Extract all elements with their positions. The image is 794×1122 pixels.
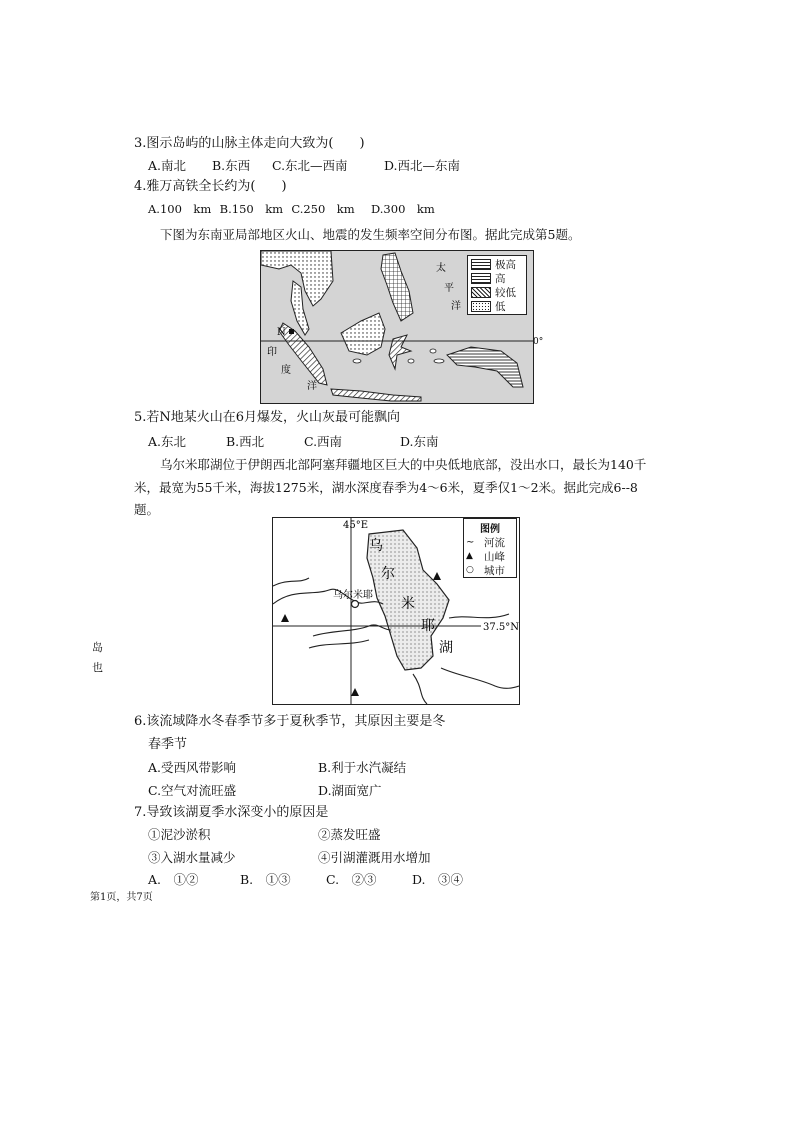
legend-river: 河流 [484,536,505,549]
q4-option-a: A.100 km [148,202,212,216]
margin-char-a: 岛 [92,641,103,654]
q5-option-b: B.西北 [225,434,265,449]
intro-q6-line2: 米，最宽为55千米，海拔1275米，湖水深度春季为4～6米，夏季仅1～2米。据此完成6--8 [134,480,638,495]
q3-options [148,158,460,174]
q3-option-c: C.东北—西南 [271,158,348,173]
intro-q5: 下图为东南亚局部地区火山、地震的发生频率空间分布图。据此完成第5题。 [160,227,581,242]
q4-option-b: B.150 km [219,202,284,216]
label-pacific-2: 平 [444,283,454,294]
q4-stem: 4.雅万高铁全长约为( ) [134,179,287,194]
q5-stem: 5.若N地某火山在6月爆发，火山灰最可能飘向 [134,410,401,425]
q7-options [148,872,463,888]
margin-char-b: 也 [92,661,103,674]
q5-option-c: C.西南 [303,434,343,449]
peak-icon: ▲ [466,551,473,561]
lake-char-5: 湖 [439,640,453,656]
peak-2 [281,614,289,622]
legend-city: 城市 [484,564,505,577]
q6-stem-line1: 6.该流域降水冬春季节多于夏秋季节，其原因主要是冬 [134,714,446,729]
q7-item-2: ②蒸发旺盛 [318,827,381,842]
map1-legend [467,255,527,315]
q5-option-a: A.东北 [148,434,187,449]
intro-q6-line1: 乌尔米耶湖位于伊朗西北部阿塞拜疆地区巨大的中央低地底部，没出水口，最长为140千 [160,457,647,472]
peak-3 [351,688,359,696]
equator-label: 0° [533,337,544,347]
lake-char-2: 尔 [381,566,395,582]
q6-option-a: A.受西风带影响 [148,760,237,775]
q7-option-c: C. ②③ [325,872,377,887]
parallel-label: 37.5°N [483,622,519,633]
q7-item-1: ①泥沙淤积 [148,827,211,842]
q3-option-d: D.西北—东南 [383,158,461,173]
label-indian-1: 印 [267,347,277,358]
city-marker [352,601,359,608]
intro-q6-line3: 题。 [134,502,160,517]
lake-urmia-map [272,517,520,705]
page-footer: 第1页，共7页 [90,892,153,903]
q4-option-d: D.300 km [370,202,435,216]
label-n: N [277,327,286,338]
city-label: 乌尔米耶 [333,590,373,601]
q7-item-3: ③入湖水量减少 [148,850,236,865]
legend-title: 图例 [480,524,500,535]
lake-char-1: 乌 [369,538,383,554]
southeast-asia-map [260,250,534,404]
label-indian-2: 度 [281,365,291,376]
q4-options [148,201,435,217]
legend-peak: 山峰 [484,550,505,563]
q6-option-b: B.利于水汽凝结 [318,760,407,775]
legend-lowest: 低 [495,300,506,313]
lake-char-3: 米 [401,596,415,612]
q4-option-c: C.250 km [291,202,355,216]
q7-option-b: B. ①③ [239,872,291,887]
label-pacific-3: 洋 [451,301,461,312]
q3-stem: 3.图示岛屿的山脉主体走向大致为( ) [134,136,365,151]
q7-item-4: ④引湖灌溉用水增加 [318,850,431,865]
legend-very-high: 极高 [495,258,516,271]
q6-stem-line2: 春季节 [148,737,188,752]
map2-legend [463,518,517,578]
q7-option-a: A. ①② [148,872,199,887]
river-icon: ∼ [466,536,475,548]
peak-1 [433,572,441,580]
lake-char-4: 耶 [421,618,435,634]
q5-option-d: D.东南 [399,434,439,449]
city-icon: ○ [466,565,474,575]
label-pacific-1: 太 [436,263,446,274]
q3-option-a: A.南北 [148,158,187,173]
q6-option-d: D.湖面宽广 [318,783,382,798]
point-n-marker [289,329,294,334]
legend-low: 较低 [495,286,516,299]
label-indian-3: 洋 [307,381,317,392]
q7-option-d: D. ③④ [411,872,464,887]
q3-option-b: B.东西 [211,158,251,173]
q6-option-c: C.空气对流旺盛 [148,783,237,798]
q5-options [148,434,439,450]
legend-high: 高 [495,272,506,285]
q7-stem: 7.导致该湖夏季水深变小的原因是 [134,805,329,820]
meridian-label: 45°E [343,520,369,531]
